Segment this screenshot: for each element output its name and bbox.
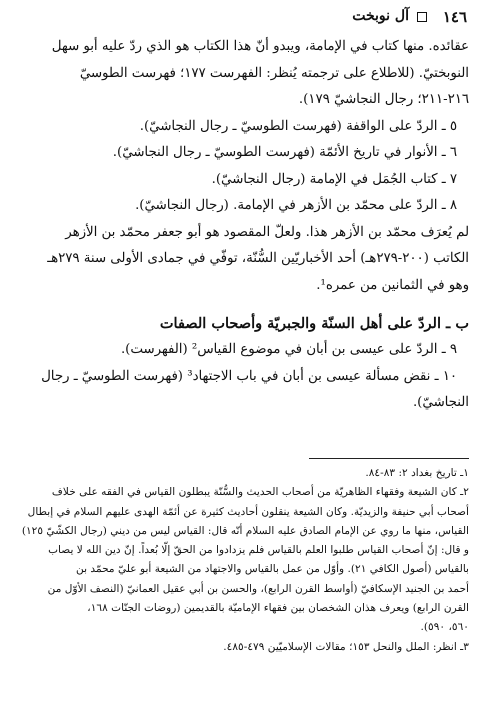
page-number: ١٤٦ (442, 8, 467, 26)
list-item: ٩ ـ الردّ على عيسى بن أبان في موضوع القياس² (الفهرست). (120, 342, 457, 357)
text-line: لم يُعرَف محمّد بن الأزهر هذا. ولعلّ المقصود هو أبو جعفر محمّد بن الأزهر (65, 224, 469, 240)
section-heading: ب ـ الردّ على أهل السنّة والجبريّة وأصحاب الصفات (159, 315, 469, 332)
square-ornament-icon (417, 12, 427, 22)
footnote-line: بالقياس (أصول الكافي ٢١). وأوّل من عمل بالقياس والاجتهاد من الشيعة أبو عليّ محمّد بن (76, 563, 469, 576)
footnote-line: أحمد بن الجنيد الإسكافيّ (أواسط القرن الرابع)، والحسن بن أبي عقيل العمانيّ (النصف الأوّل من (47, 582, 469, 595)
running-header (24, 8, 467, 30)
main-text (20, 34, 469, 417)
list-item: ٥ ـ الردّ على الواقفة (فهرست الطوسيّ ـ رجال النجاشيّ). (139, 118, 457, 134)
text-line: النجاشيّ). (412, 395, 469, 410)
footnote-line: و قال: إنّ أصحاب القياس طلبوا العلم بالقياس فلم يزدادوا من الحقّ إلّا بُعداً. إنّ دين الله لا يصاب (48, 544, 469, 557)
footnote-line: ٥٦٠، ٥٩٠). (420, 621, 469, 634)
list-item: ٨ ـ الردّ على محمّد بن الأزهر في الإمامة. (رجال النجاشيّ). (135, 198, 457, 213)
footnotes (20, 464, 469, 657)
header-title: آل نوبخت (352, 8, 409, 24)
footnote-line: القياس، منها ما روي عن الإمام الصادق عليه السلام أنّه قال: القياس ليس من ديني (رجال الكشّيّ ١٢٥) (21, 524, 469, 537)
list-item: ٦ ـ الأنوار في تاريخ الأئمّة (فهرست الطوسيّ ـ رجال النجاشيّ). (112, 145, 457, 160)
text-line: عقائده. منها كتاب في الإمامة، ويبدو أنّ هذا الكتاب هو الذي ردّ عليه أبو سهل (51, 39, 469, 54)
text-line: وهو في الثمانين من عمره¹. (316, 277, 469, 293)
list-item: ١٠ ـ نقض مسألة عيسى بن أبان في باب الاجتهاد³ (فهرست الطوسيّ ـ رجال (41, 368, 457, 384)
footnote-line: أصحاب أبي حنيفة والزيديّة. وكان الشيعة ينقلون أحاديث كثيرة عن أئمّة الهدى عليهم السلام في إبطال (27, 505, 469, 518)
text-line: النوبختيّ. (للاطلاع على ترجمته يُنظر: الفهرست ١٧٧؛ فهرست الطوسيّ (79, 65, 469, 81)
footnote-line: ٢ـ كان الشيعة وفقهاء الظاهريّة من أصحاب الحديث والسُّنّة يبطلون القياس في الفقه على خلاف (51, 486, 469, 499)
text-line: الكاتب (٢٠٠-٢٧٩هـ) أحد الأخباريّين السُّنّة، توفّي في جمادى الأولى سنة ٢٧٩هـ (47, 251, 469, 266)
footnote-line: ٣ـ انظر: الملل والنحل ١٥٣؛ مقالات الإسلاميّين ٤٧٩-٤٨٥. (223, 640, 469, 653)
text-line: ٢١٦-٢١١؛ رجال النجاشيّ ١٧٩). (298, 92, 469, 107)
footnote-line: القرن الرابع) ويعرف هذان الشخصان بين فقهاء الإماميّة بالقديمين (روضات الجنّات ١٦٨، (87, 602, 469, 615)
footnote-line: ١ـ تاريخ بغداد ٢: ٨٣-٨٤. (365, 467, 469, 479)
footnote-divider (309, 458, 469, 459)
list-item: ٧ ـ كتاب الجُمَل في الإمامة (رجال النجاشيّ). (211, 171, 457, 187)
